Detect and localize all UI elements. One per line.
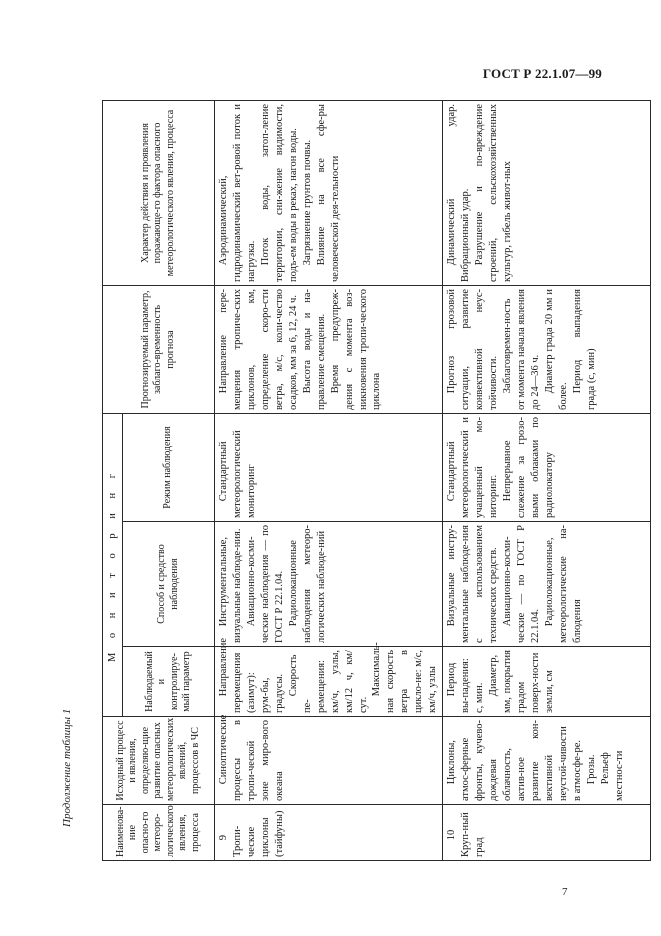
cell-observation-mode: Стандартный метеорологический и учащенный мо-ниторинг. Непрерывное слежение за грозо-выми облаками по радиолокатору <box>443 414 651 522</box>
cell-forecast-parameter: Направление пере-мещения тропиче-ских циклонов, км, определение скоро-сти ветра, м/с, коли-чество осадков, мм за 6, 12, 24 ч. Высота воды и на-правление смещения. Время предупреж-дения с момента воз-никновения тропи-ческого циклона <box>215 286 443 414</box>
standard-designation: ГОСТ Р 22.1.07—99 <box>482 66 602 81</box>
header-phenomenon: Наименова-ние опасно-го метеоро-логического явления, процесса <box>103 805 215 861</box>
header-observation-method: Способ и средство наблюдения <box>123 522 215 647</box>
rotated-table-area <box>60 101 625 861</box>
cell-observation-mode: Стандартный метеорологический мониторинг <box>215 414 443 522</box>
table-row <box>443 101 651 861</box>
cell-impact-character: Аэродинамический, гидродинамический вет-ровой поток и нагрузка. Поток воды, затоп-ление территории, сни-жение видимости, подъ-ем воды в реках, нагон воды. Загрязнение грунтов почвы. Влияние на все сфе-ры человеческой дея-тельности <box>215 101 443 286</box>
cell-observed-parameter: Направление перемещения (азимут): рум-бы, градусы. Скорость пе-ремещения: км/ч, узлы, км/12 ч, км/сут. Максималь-ная скорость ветра в цикло-не: м/с, км/ч, узлы <box>215 647 443 717</box>
cell-phenomenon: 10 Круп-ный град <box>443 805 651 861</box>
cell-impact-character: Динамический удар. Вибрационный удар. Разрушение и по-вреждение строений, сельскохозяйственных культур, гибель живот-ных <box>443 101 651 286</box>
header-observed-parameter: Наблюдаемый и контролируе-мый параметр <box>123 647 215 717</box>
page-number: 7 <box>562 886 568 898</box>
cell-observation-method: Визуальные инстру-ментальные наблюде-ния с использованием технических средств. Авиационно-косми-ческие — по ГОСТ Р 22.1.04. Радиолокационные, метеорологические на-блюдения <box>443 522 651 647</box>
header-monitoring: М о н и т о р и н г <box>103 414 123 717</box>
cell-observation-method: Инструментальные, визуальные наблюде-ния. Авиационно-косми-ческие наблюдения — по ГОСТ Р 22.1.04. Радиолокационные наблюдения метеоро-логических наблюде-ний <box>215 522 443 647</box>
cell-phenomenon: 9 Тропи-ческие циклоны (тайфуны) <box>215 805 443 861</box>
header-row-1 <box>103 101 123 861</box>
header-forecast-parameter: Прогнозируемый параметр, заблаго-временность прогноза <box>103 286 215 414</box>
cell-initial-process: Циклоны, атмос-ферные фронты, кучево-дождевая облачность, актив-ное развитие кон-вективной неустой-чивости в атмосфе-ре. Грозы. Рельеф местнос-ти <box>443 717 651 805</box>
cell-initial-process: Синоптические процессы в тропи-ческой зоне миро-вого океана <box>215 717 443 805</box>
table-caption: Продолжение таблицы 1 <box>61 708 73 827</box>
table-row <box>215 101 443 861</box>
hazard-monitoring-table <box>102 100 651 861</box>
rotated-page-content <box>60 101 625 861</box>
header-observation-mode: Режим наблюдения <box>123 414 215 522</box>
cell-forecast-parameter: Прогноз грозовой ситуации, развитие конвективной неус-тойчивости. Заблаговремен-ность от момента начала явления до 24—36 ч. Диаметр града 20 мм и более. Период выпадения града (с, мин) <box>443 286 651 414</box>
header-initial-process: Исходный процесс и явления, определяю-щие развитие опасных метеорологических явлений, процессов в ЧС <box>103 717 215 805</box>
header-impact-character: Характер действия и проявления поражающе-го фактора опасного метеорологического явления, процесса <box>103 101 215 286</box>
cell-observed-parameter: Период вы-падения: с, мин. Диаметр, мм, покрытия градом поверх-ности земли, см <box>443 647 651 717</box>
